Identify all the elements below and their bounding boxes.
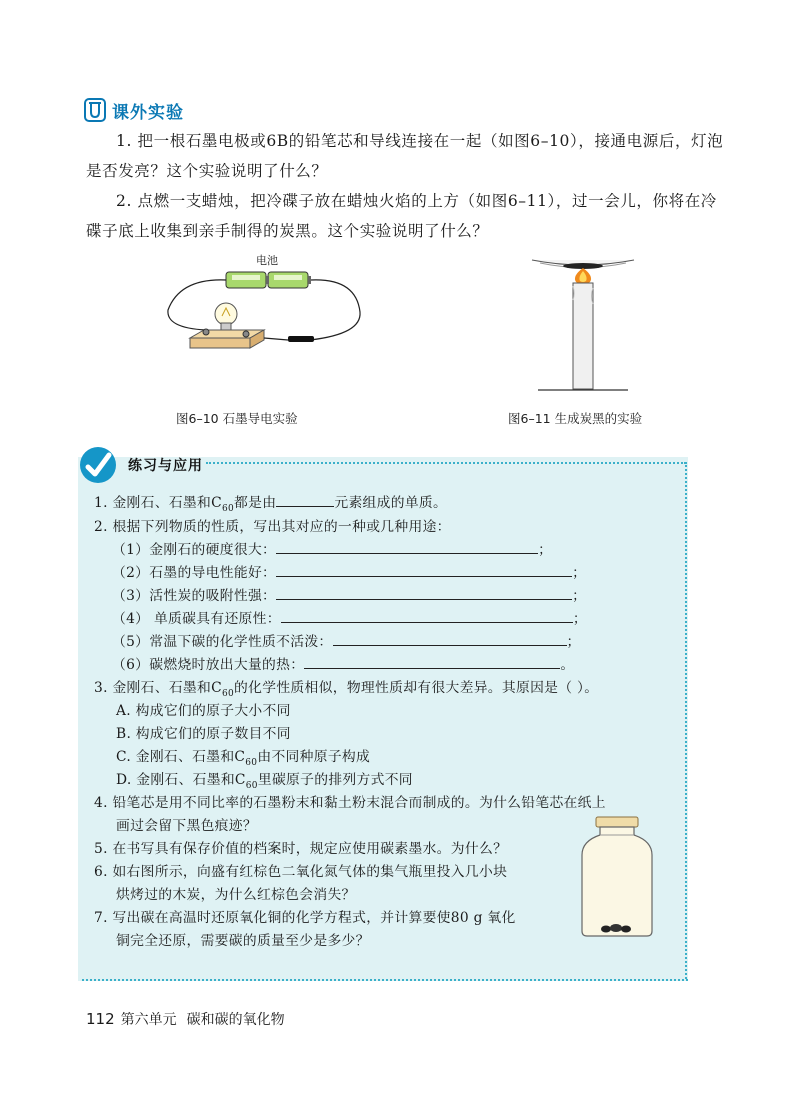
question-6: 6. 如右图所示，向盛有红棕色二氧化氮气体的集气瓶里投入几小块	[94, 864, 508, 880]
battery-icon	[226, 272, 311, 288]
option-b: B. 构成它们的原子数目不同	[116, 726, 291, 742]
experiment-2: 2. 点燃一支蜡烛，把冷碟子放在蜡烛火焰的上方（如图6–11），过一会儿，你将在冷碟子底上收集到亲手制得的炭黑。这个实验说明了什么？	[86, 192, 717, 240]
graphite-rod	[288, 336, 314, 342]
plate-icon	[532, 260, 634, 269]
question-2-item: （5）常温下碳的化学性质不活泼： ；	[112, 631, 581, 654]
page-footer	[86, 1009, 285, 1029]
dotted-rule-top	[206, 462, 686, 464]
question-2-item: （6）碳燃烧时放出大量的热： 。	[112, 654, 574, 677]
question-5: 5. 在书写具有保存价值的档案时，规定应使用碳素墨水。为什么？	[94, 841, 508, 857]
question-2: 2. 根据下列物质的性质，写出其对应的一种或几种用途：	[94, 519, 451, 535]
question-4-cont: 画过会留下黑色痕迹？	[116, 818, 257, 834]
experiment-1: 1. 把一根石墨电极或6B的铅笔芯和导线连接在一起（如图6–10），接通电源后，灯泡是否发亮？这个实验说明了什么？	[86, 132, 724, 180]
flame-icon	[575, 268, 591, 284]
figure-6-10-caption: 图6–10 石墨导电实验	[176, 411, 298, 426]
chapter-title: 碳和碳的氧化物	[186, 1012, 285, 1028]
dotted-rule-right	[685, 462, 687, 979]
question-4: 4. 铅笔芯是用不同比率的石墨粉末和黏土粉末混合而制成的。为什么铅笔芯在纸上	[94, 795, 606, 811]
question-2-item: （2）石墨的导电性能好： ；	[112, 562, 586, 585]
unit-label: 第六单元	[120, 1012, 177, 1028]
battery-label: 电池	[256, 254, 278, 267]
question-2-item: （1）金刚石的硬度很大： ；	[112, 539, 552, 562]
question-6-cont: 烘烤过的木炭，为什么红棕色会消失？	[116, 887, 356, 903]
question-1: 1. 金刚石、石墨和$C_{60}$都是由 元素组成的单质。	[94, 492, 447, 521]
graphite-conduction-figure	[160, 250, 370, 368]
candle-soot-figure	[528, 250, 638, 398]
option-d: D. 金刚石、石墨和$C_{60}$里碳原子的排列方式不同	[116, 772, 413, 791]
jar-lid	[596, 817, 638, 827]
question-3: 3. 金刚石、石墨和$C_{60}$的化学性质相似，物理性质却有很大差异。其原因是（ ）。	[94, 680, 599, 699]
experiment-icon	[84, 98, 106, 122]
figure-6-11-caption: 图6–11 生成炭黑的实验	[508, 411, 643, 426]
exercise-title: 练习与应用	[128, 458, 203, 474]
dotted-rule-bottom	[82, 979, 688, 981]
gas-jar-figure	[578, 815, 656, 939]
question-2-item: （3）活性炭的吸附性强： ；	[112, 585, 586, 608]
question-2-item: （4） 单质碳具有还原性： ；	[112, 608, 587, 631]
option-c: C. 金刚石、石墨和$C_{60}$由不同种原子构成	[116, 749, 371, 768]
question-7-cont: 铜完全还原，需要碳的质量至少是多少？	[116, 933, 370, 949]
page-number: 112	[86, 1010, 115, 1028]
question-7: 7. 写出碳在高温时还原氧化铜的化学方程式，并计算要使80 g 氧化	[94, 910, 516, 926]
section-title: 课外实验	[112, 103, 184, 123]
wood-base	[190, 330, 264, 348]
bulb-icon	[215, 303, 237, 331]
exercise-icon	[78, 445, 120, 485]
option-a: A. 构成它们的原子大小不同	[116, 703, 291, 719]
candle-icon	[573, 283, 593, 389]
